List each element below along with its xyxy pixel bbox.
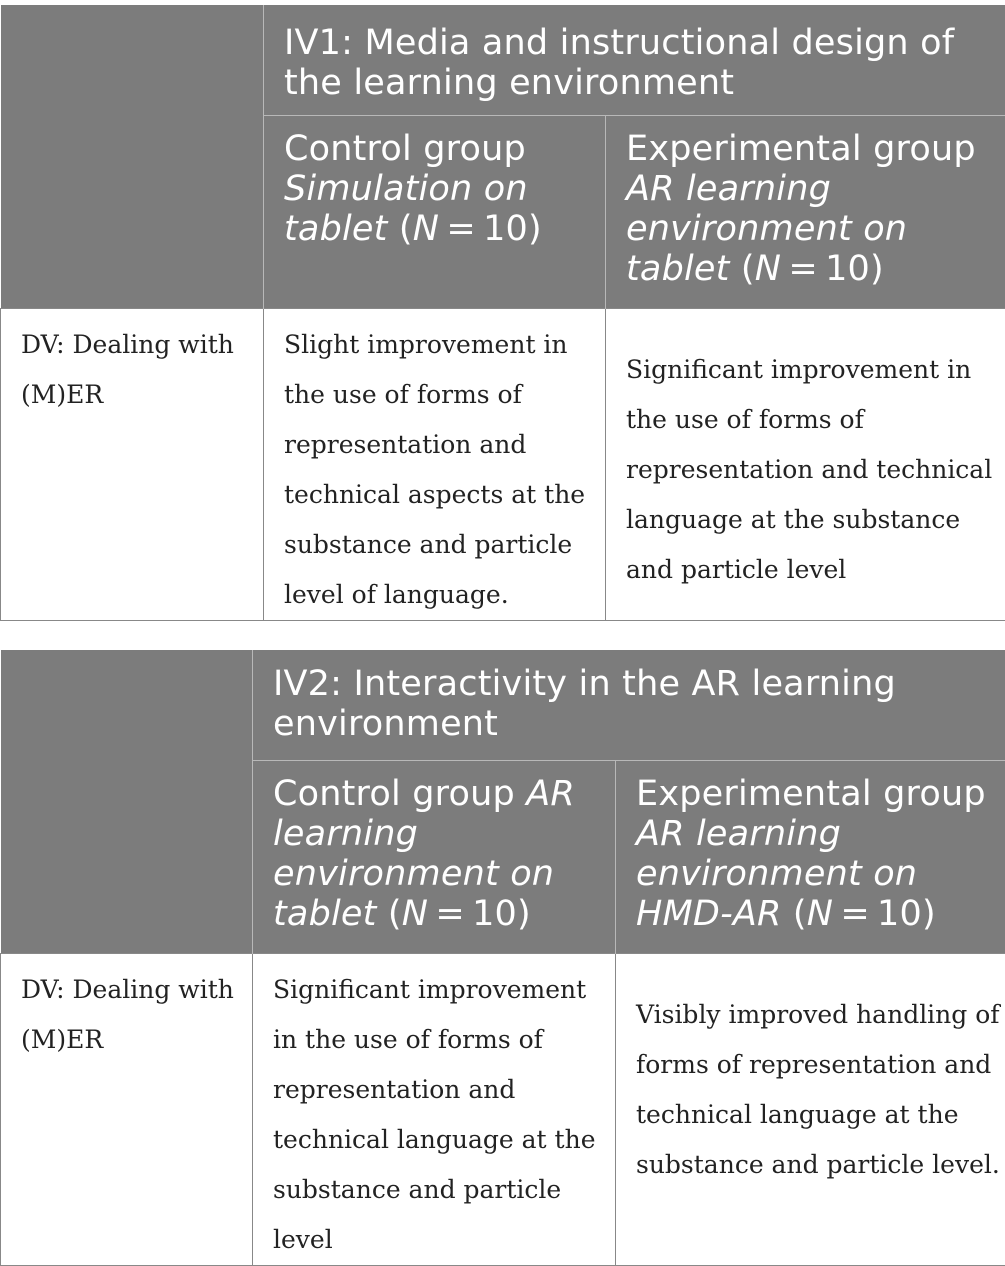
experimental-n-label: N <box>755 249 781 289</box>
table-row <box>1 953 1005 1265</box>
experimental-result-cell <box>606 308 1005 620</box>
experimental-condition: AR learning environment on HMD-AR <box>636 814 917 934</box>
iv-header-cell <box>264 5 1005 115</box>
control-n-label: N <box>413 209 439 249</box>
experimental-n-value: 10 <box>825 249 870 289</box>
experimental-condition: AR learning environment on tablet <box>626 169 907 289</box>
header-row-iv <box>1 650 1005 760</box>
header-row-iv <box>1 5 1005 115</box>
row-label: DV: Dealing with (M)ER <box>1 309 263 420</box>
control-result-cell <box>264 308 606 620</box>
experimental-group-header: Experimental group AR learning environment on tablet (N = 10) <box>606 115 1005 308</box>
control-condition: Simulation on tablet <box>284 169 528 249</box>
control-group-header: Control group Simulation on tablet (N = 10) <box>264 115 606 308</box>
experimental-result-cell <box>616 953 1005 1265</box>
results-table-iv1 <box>0 5 1005 621</box>
row-label-cell <box>1 308 264 620</box>
control-result-cell <box>253 953 616 1265</box>
control-n-value: 10 <box>472 894 517 934</box>
experimental-result: Significant improvement in the use of forms of representation and technical language at the substance and particle level <box>606 309 1005 595</box>
row-label: DV: Dealing with (M)ER <box>1 954 252 1065</box>
control-result: Slight improvement in the use of forms of representation and technical aspects at the substance and particle level of language. <box>264 309 605 620</box>
experimental-result: Visibly improved handling of forms of representation and technical language at the substance and particle level. <box>616 954 1005 1190</box>
header-corner-cell <box>1 650 253 953</box>
control-group-header: Control group AR learning environment on tablet (N = 10) <box>253 760 616 953</box>
results-table-iv2 <box>0 650 1005 1266</box>
header-corner-cell <box>1 5 264 308</box>
table-row <box>1 308 1005 620</box>
control-group-label: Control group <box>284 129 526 169</box>
row-label-cell <box>1 953 253 1265</box>
experimental-n-value: 10 <box>877 894 922 934</box>
iv-header-text: IV2: Interactivity in the AR learning environment <box>253 650 1005 744</box>
experimental-group-label: Experimental group <box>636 774 986 814</box>
iv-header-cell <box>253 650 1005 760</box>
iv-header-text: IV1: Media and instructional design of the learning environment <box>264 5 1005 103</box>
control-result: Significant improvement in the use of forms of representation and technical language at the substance and particle level <box>253 954 615 1265</box>
control-condition: AR learning environment on tablet <box>273 774 575 934</box>
control-n-label: N <box>402 894 428 934</box>
experimental-n-label: N <box>807 894 833 934</box>
control-n-value: 10 <box>483 209 528 249</box>
experimental-group-label: Experimental group <box>626 129 976 169</box>
control-group-label: Control group <box>273 774 515 814</box>
experimental-group-header: Experimental group AR learning environment on HMD-AR (N = 10) <box>616 760 1005 953</box>
